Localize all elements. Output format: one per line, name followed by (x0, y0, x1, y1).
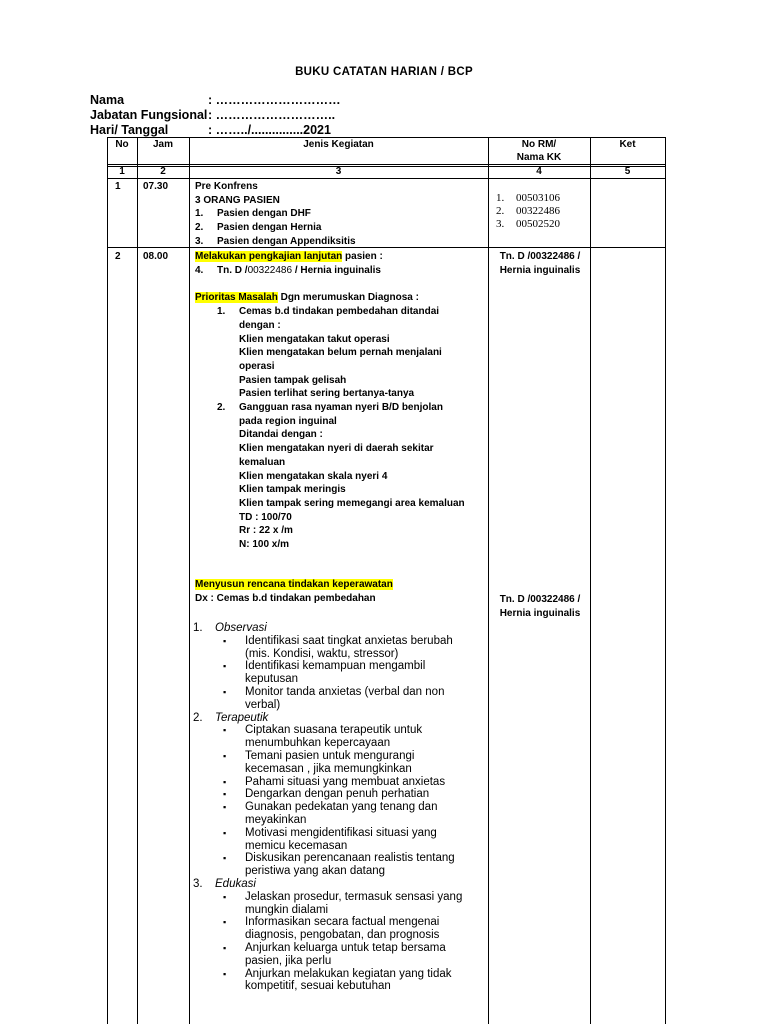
row2-pengkajian (195, 250, 487, 552)
row1-item: 1. Pasien dengan DHF (195, 208, 311, 220)
row1-jam: 07.30 (143, 181, 169, 192)
list-item: ▪ Ciptakan suasana terapeutik untuk menumbuhkan kepercayaan (193, 724, 487, 750)
diagnosa-2: 2. Gangguan rasa nyaman nyeri B/D benjolan pada region inguinal Ditandai dengan : Klien mengatakan nyeri di daerah sekitar kemaluan Klien mengatakan skala nyeri 4 Klien tampak meringis Klien tampak sering memegangi area kemaluan TD : 100/70 Rr : 22 x /m N: 100 x/m (195, 401, 487, 552)
col-kegiatan-header: Jenis Kegiatan (303, 139, 374, 150)
table-border (488, 137, 489, 1024)
rm-item: 2. 00322486 (496, 205, 560, 217)
header-jabatan (90, 108, 335, 122)
list-item: ▪ Diskusikan perencanaan realistis tentang peristiwa yang akan datang (193, 852, 487, 878)
row2-rm-2: Tn. D /00322486 / Hernia inguinalis (499, 594, 581, 619)
intervention-list (193, 622, 487, 993)
table-border (189, 137, 190, 1024)
list-item: ▪ Gunakan pedekatan yang tenang dan meyakinkan (193, 801, 487, 827)
col-num-2: 2 (160, 166, 166, 177)
col-ket-header: Ket (619, 139, 636, 150)
list-item: ▪ Identifikasi kemampuan mengambil keputusan (193, 660, 487, 686)
section-observasi: 1. Observasi ▪ Identifikasi saat tingkat anxietas berubah (mis. Kondisi, waktu, stressor) ▪ Identifikasi kemampuan mengambil keputusan ▪ Monitor tanda anxietas (verbal dan non verbal) (193, 622, 487, 712)
row1-item: 2. Pasien dengan Hernia (195, 222, 322, 234)
col-num-4: 4 (536, 166, 542, 177)
row1-item: 3. Pasien dengan Appendiksitis (195, 235, 356, 247)
col-jam-header: Jam (152, 139, 173, 150)
dx1-lines: Klien mengatakan takut operasi Klien mengatakan belum pernah menjalani operasi Pasien tampak gelisah Pasien terlihat sering bertanya-tanya (239, 333, 442, 400)
nama-value: : ………………………… (208, 93, 341, 107)
row1-line2: 3 ORANG PASIEN (195, 194, 280, 206)
list-item: ▪ Informasikan secara factual mengenai diagnosis, pengobatan, dan prognosis (193, 916, 487, 942)
header-hari (90, 123, 331, 137)
header-nama (90, 93, 341, 107)
section-terapeutik: 2. Terapeutik ▪ Ciptakan suasana terapeutik untuk menumbuhkan kepercayaan ▪ Temani pasien untuk mengurangi kecemasan , jika memungkinkan ▪ Pahami situasi yang membuat anxietas ▪ Dengarkan dengan penuh perhatian ▪ Gunakan pedekatan yang tenang dan meyakinkan ▪ Motivasi mengidentifikasi situasi yang memicu kecemasan ▪ Diskusikan perencanaan realistis tentang peristiwa yang akan datang (193, 712, 487, 878)
row1-kegiatan (195, 180, 485, 249)
hari-value: : ……../...............2021 (208, 123, 331, 137)
jabatan-value: : ……………………….. (208, 108, 336, 122)
rm-item: 3. 00502520 (496, 218, 560, 230)
jabatan-label: Jabatan Fungsional (90, 108, 208, 122)
list-item: ▪ Temani pasien untuk mengurangi kecemasan , jika memungkinkan (193, 750, 487, 776)
pengkajian-heading: Melakukan pengkajian lanjutan pasien : (195, 251, 383, 262)
list-item: ▪ Monitor tanda anxietas (verbal dan non verbal) (193, 686, 487, 712)
list-item: ▪ Anjurkan keluarga untuk tetap bersama pasien, jika perlu (193, 942, 487, 968)
rencana-heading: Menyusun rencana tindakan keperawatan (195, 579, 393, 590)
col-no-header: No (115, 139, 129, 150)
col-num-3: 3 (335, 166, 342, 177)
table-border (137, 137, 138, 1024)
page-title: BUKU CATATAN HARIAN / BCP (295, 66, 473, 78)
table-border (107, 178, 666, 179)
table-border (107, 137, 108, 1024)
rm-item: 1. 00503106 (496, 192, 560, 204)
col-num-1: 1 (119, 166, 125, 177)
nama-label: Nama (90, 93, 125, 107)
col-kk-header: Nama KK (516, 152, 562, 163)
row1-rm-list (496, 192, 560, 231)
row2-rm-1: Tn. D /00322486 / Hernia inguinalis (499, 251, 581, 276)
table-border (665, 137, 666, 1024)
prioritas-heading: Prioritas Masalah Dgn merumuskan Diagnosa : (195, 292, 419, 304)
rencana-dx: Dx : Cemas b.d tindakan pembedahan (195, 592, 376, 604)
list-item: ▪ Pahami situasi yang membuat anxietas (193, 776, 487, 789)
section-edukasi: 3. Edukasi ▪ Jelaskan prosedur, termasuk sensasi yang mungkin dialami ▪ Informasikan secara factual mengenai diagnosis, pengobatan, dan prognosis ▪ Anjurkan keluarga untuk tetap bersama pasien, jika perlu ▪ Anjurkan melakukan kegiatan yang tidak kompetitif, sesuai kebutuhan (193, 878, 487, 993)
list-item: ▪ Motivasi mengidentifikasi situasi yang memicu kecemasan (193, 827, 487, 853)
patient-line: 4. Tn. D /00322486 / Hernia inguinalis (195, 264, 381, 276)
col-rm-header: No RM/ (521, 139, 557, 150)
activity-table (107, 137, 666, 1024)
dx2-lines: Ditandai dengan : Klien mengatakan nyeri di daerah sekitar kemaluan Klien mengatakan skala nyeri 4 Klien tampak meringis Klien tampak sering memegangi area kemaluan TD : 100/70 Rr : 22 x /m N: 100 x/m (239, 429, 465, 551)
hari-label: Hari/ Tanggal (90, 123, 169, 137)
list-item: ▪ Dengarkan dengan penuh perhatian (193, 788, 487, 801)
list-item: ▪ Identifikasi saat tingkat anxietas berubah (mis. Kondisi, waktu, stressor) (193, 635, 487, 661)
row1-no: 1 (115, 181, 121, 192)
table-border (107, 137, 666, 138)
row2-no: 2 (115, 251, 121, 262)
table-border (590, 137, 591, 1024)
diagnosa-1: 1. Cemas b.d tindakan pembedahan ditandai dengan : Klien mengatakan takut operasi Klien mengatakan belum pernah menjalani operasi Pasien tampak gelisah Pasien terlihat sering bertanya-tanya (195, 305, 487, 401)
list-item: ▪ Jelaskan prosedur, termasuk sensasi yang mungkin dialami (193, 891, 487, 917)
col-num-5: 5 (624, 166, 631, 177)
row2-rencana (195, 578, 487, 605)
list-item: ▪ Anjurkan melakukan kegiatan yang tidak kompetitif, sesuai kebutuhan (193, 968, 487, 994)
row2-jam: 08.00 (143, 251, 169, 262)
row1-line1: Pre Konfrens (195, 181, 258, 192)
